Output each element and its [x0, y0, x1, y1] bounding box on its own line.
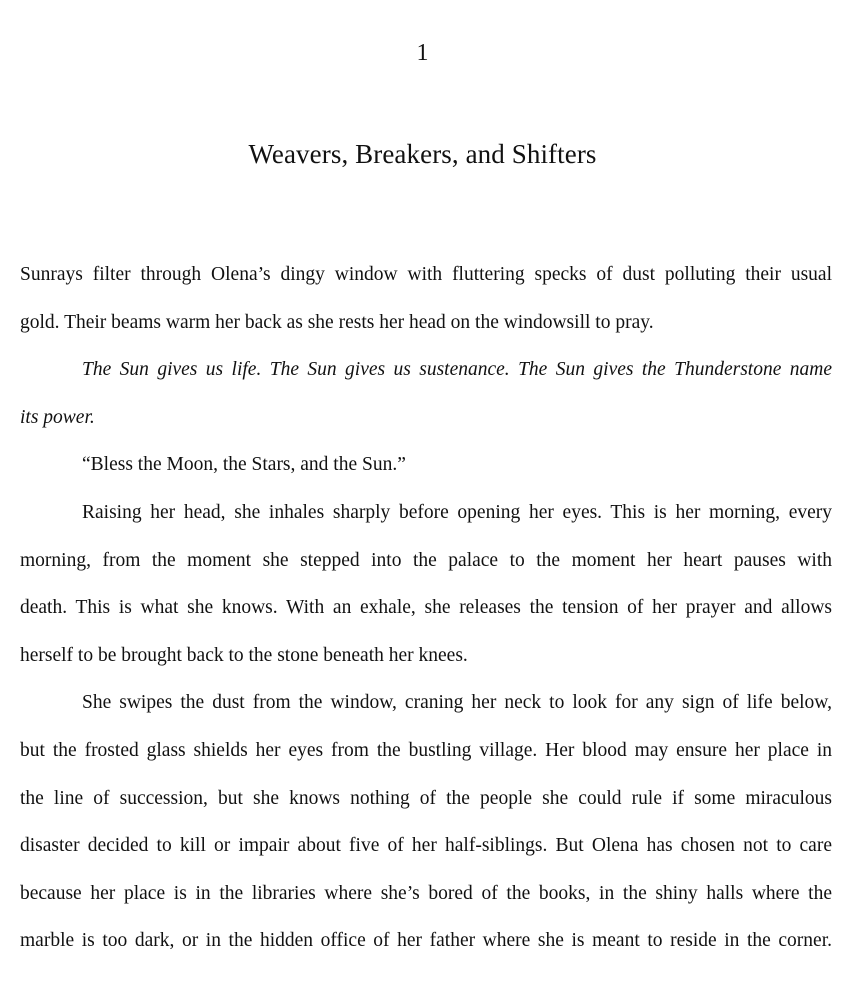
text-line: The Sun gives us life. The Sun gives us sustenance. The Sun gives the Thunderstone name	[82, 359, 832, 381]
text-line: its power.	[20, 406, 95, 428]
body-text	[20, 251, 832, 965]
text-line: the line of succession, but she knows nothing of the people she could rule if some miraculous	[20, 787, 832, 809]
text-line: Sunrays filter through Olena’s dingy window with fluttering specks of dust polluting their usual	[20, 264, 832, 285]
text-line: death. This is what she knows. With an exhale, she releases the tension of her prayer and allows	[20, 597, 832, 619]
page-number: 1	[416, 40, 429, 66]
chapter-title: Weavers, Breakers, and Shifters	[248, 139, 597, 169]
text-line: because her place is in the libraries where she’s bored of the books, in the shiny halls where the	[20, 882, 832, 904]
text-line: herself to be brought back to the stone beneath her knees.	[20, 644, 468, 666]
text-line: Raising her head, she inhales sharply before opening her eyes. This is her morning, every	[82, 501, 832, 523]
text-line: marble is too dark, or in the hidden office of her father where she is meant to reside in the corner.	[20, 930, 832, 952]
text-line: disaster decided to kill or impair about five of her half-siblings. But Olena has chosen not to care	[20, 835, 832, 857]
text-line: “Bless the Moon, the Stars, and the Sun.”	[82, 454, 406, 476]
text-line: but the frosted glass shields her eyes from the bustling village. Her blood may ensure her place in	[20, 739, 832, 761]
text-line: morning, from the moment she stepped into the palace to the moment her heart pauses with	[20, 549, 832, 571]
text-line: gold. Their beams warm her back as she rests her head on the windowsill to pray.	[20, 311, 654, 333]
text-line: She swipes the dust from the window, craning her neck to look for any sign of life below,	[82, 692, 832, 714]
